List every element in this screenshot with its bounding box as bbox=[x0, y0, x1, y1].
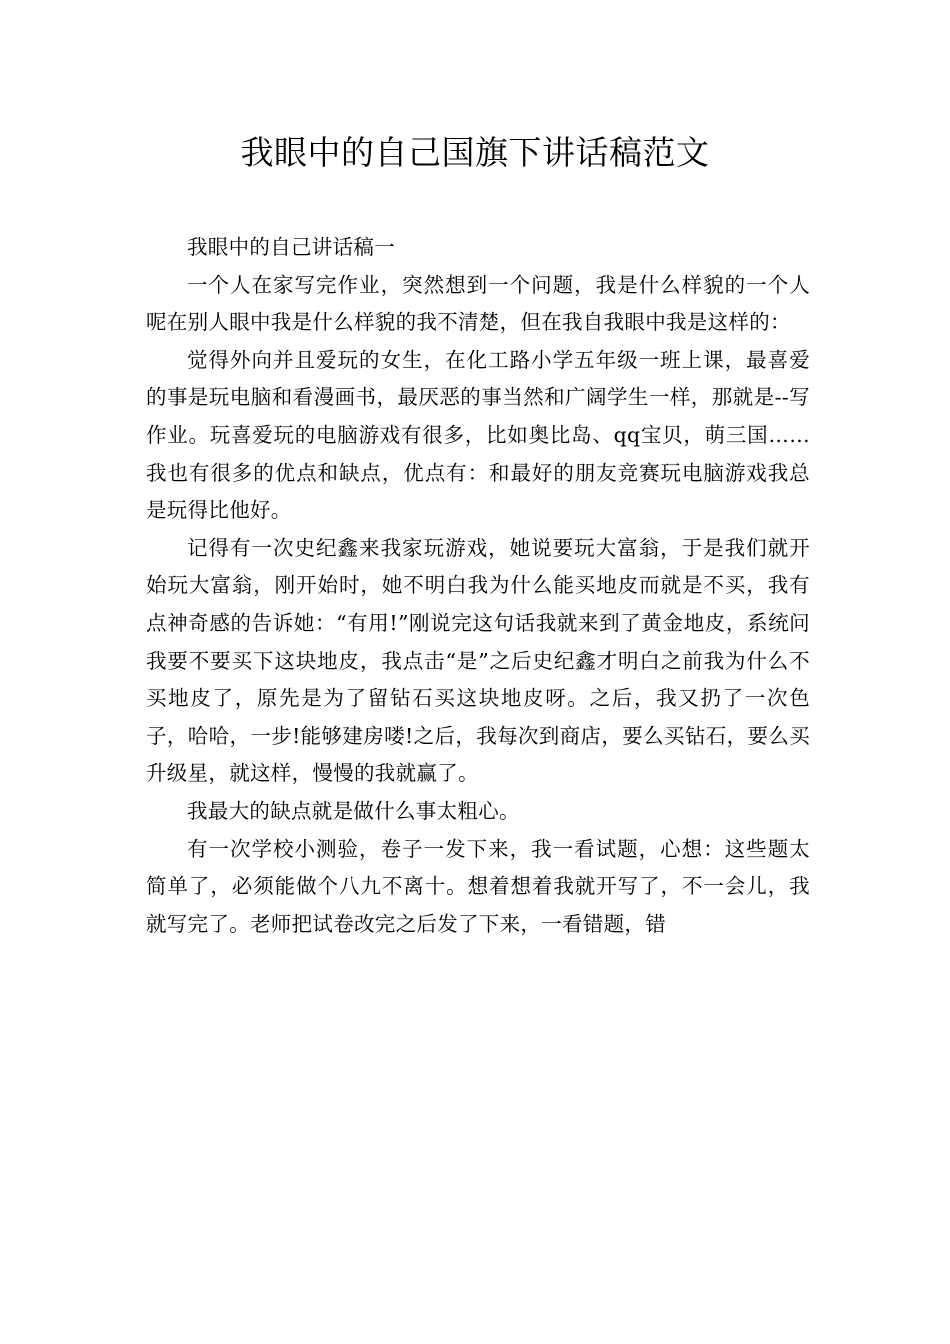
paragraph: 记得有一次史纪鑫来我家玩游戏，她说要玩大富翁，于是我们就开始玩大富翁，刚开始时，她不明白我为什么能买地皮而就是不买，我有点神奇感的告诉她：“有用!”刚说完这句话我就来到了黄金地皮，系统问我要不要买下这块地皮，我点击“是”之后史纪鑫才明白之前我为什么不买地皮了，原先是为了留钻石买这块地皮呀。之后，我又扔了一次色子，哈哈，一步!能够建房喽!之后，我每次到商店，要么买钻石，要么买升级星，就这样，慢慢的我就赢了。 bbox=[146, 535, 810, 786]
document-body bbox=[146, 229, 810, 943]
paragraph: 有一次学校小测验，卷子一发下来，我一看试题，心想：这些题太简单了，必须能做个八九不离十。想着想着我就开写了，不一会儿，我就写完了。老师把试卷改完之后发了下来，一看错题，错 bbox=[146, 836, 810, 936]
paragraph: 觉得外向并且爱玩的女生，在化工路小学五年级一班上课，最喜爱的事是玩电脑和看漫画书，最厌恶的事当然和广阔学生一样，那就是--写作业。玩喜爱玩的电脑游戏有很多，比如奥比岛、qq宝贝，萌三国……我也有很多的优点和缺点，优点有：和最好的朋友竞赛玩电脑游戏我总是玩得比他好。 bbox=[146, 347, 810, 523]
document-title: 我眼中的自己国旗下讲话稿范文 bbox=[240, 133, 710, 172]
paragraph-subtitle: 我眼中的自己讲话稿一 bbox=[187, 235, 395, 259]
paragraph: 我最大的缺点就是做什么事太粗心。 bbox=[187, 798, 520, 823]
paragraph: 一个人在家写完作业，突然想到一个问题，我是什么样貌的一个人呢在别人眼中我是什么样貌的我不清楚，但在我自我眼中我是这样的： bbox=[146, 272, 810, 335]
